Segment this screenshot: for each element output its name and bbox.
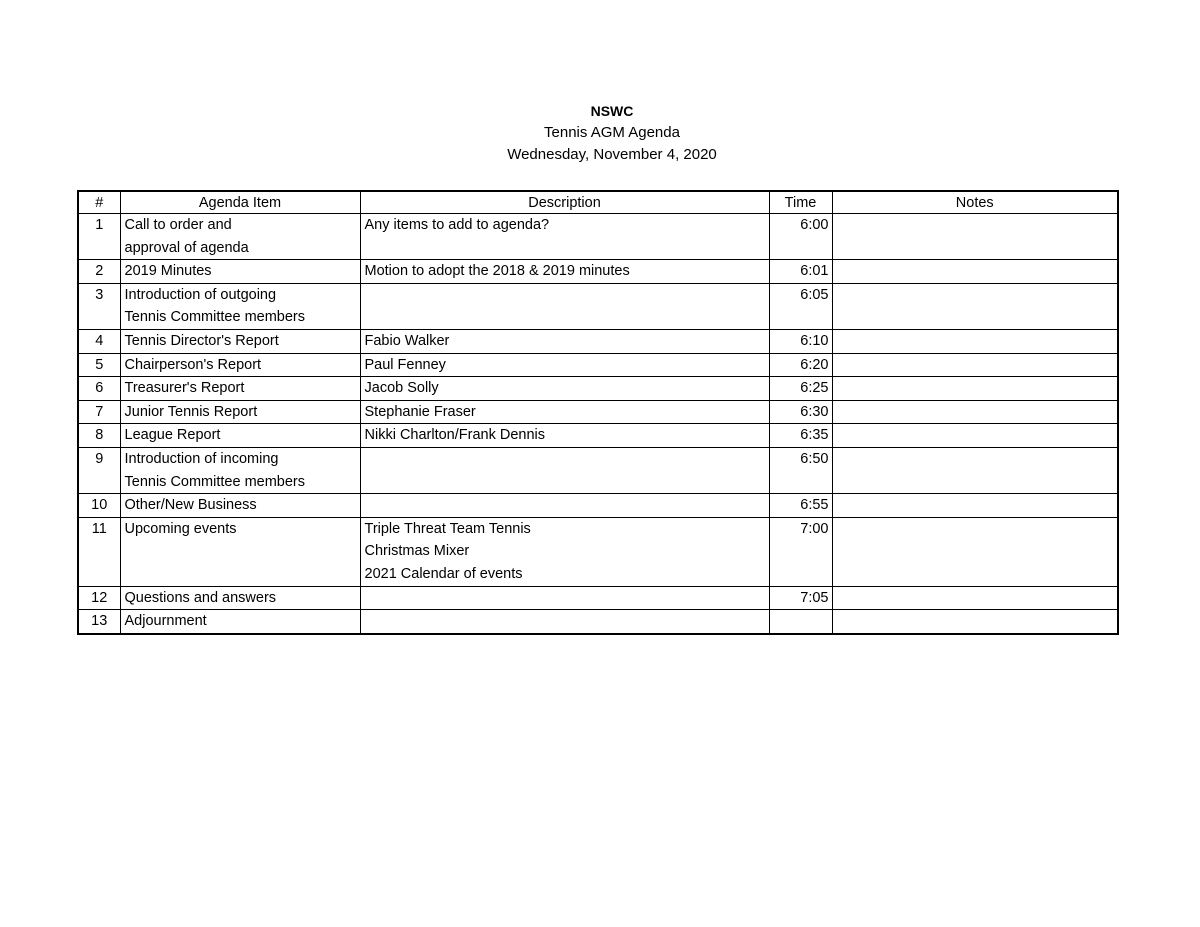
table-row <box>78 214 1118 260</box>
table-row <box>78 424 1118 448</box>
column-header-number: # <box>78 191 120 214</box>
notes-cell <box>832 283 1118 329</box>
notes-cell <box>832 353 1118 377</box>
row-number: 6 <box>78 377 120 401</box>
notes-cell <box>832 610 1118 634</box>
time-cell <box>769 610 832 634</box>
description-line: 2021 Calendar of events <box>364 565 523 582</box>
agenda-item <box>120 283 360 329</box>
time-cell: 6:25 <box>769 377 832 401</box>
row-number: 12 <box>78 586 120 610</box>
table-row <box>78 447 1118 493</box>
agenda-item-line: Tennis Director's Report <box>124 332 279 349</box>
agenda-item-line: Tennis Committee members <box>124 309 305 326</box>
blank-line <box>125 563 356 586</box>
agenda-item-line: 2019 Minutes <box>124 263 212 280</box>
blank-line <box>365 471 765 494</box>
time-cell: 6:01 <box>769 260 832 284</box>
time-cell: 7:00 <box>769 517 832 586</box>
time-cell: 6:50 <box>769 447 832 493</box>
row-number: 7 <box>78 400 120 424</box>
agenda-item <box>120 586 360 610</box>
document-title: Tennis AGM Agenda <box>544 124 680 141</box>
table-row <box>78 329 1118 353</box>
notes-cell <box>832 517 1118 586</box>
description <box>360 353 769 377</box>
description-line: Motion to adopt the 2018 & 2019 minutes <box>364 263 630 280</box>
time-cell: 6:05 <box>769 283 832 329</box>
description <box>360 494 769 518</box>
row-number: 1 <box>78 214 120 260</box>
description <box>360 424 769 448</box>
blank-line <box>125 540 356 563</box>
time-cell: 6:30 <box>769 400 832 424</box>
column-header-notes: Notes <box>832 191 1118 214</box>
notes-cell <box>832 260 1118 284</box>
table-row <box>78 283 1118 329</box>
row-number: 9 <box>78 447 120 493</box>
agenda-item <box>120 260 360 284</box>
table-row <box>78 400 1118 424</box>
row-number: 11 <box>78 517 120 586</box>
notes-cell <box>832 424 1118 448</box>
blank-line <box>365 610 765 633</box>
agenda-item <box>120 424 360 448</box>
agenda-item <box>120 377 360 401</box>
description-line: Fabio Walker <box>364 332 450 349</box>
table-row <box>78 494 1118 518</box>
description-line: Nikki Charlton/Frank Dennis <box>364 427 546 444</box>
row-number: 8 <box>78 424 120 448</box>
agenda-item-line: League Report <box>124 427 221 444</box>
description-line: Jacob Solly <box>364 380 439 397</box>
agenda-item-line: Junior Tennis Report <box>124 403 258 420</box>
column-header-agenda-item: Agenda Item <box>120 191 360 214</box>
description-line: Paul Fenney <box>364 356 446 373</box>
meeting-date: Wednesday, November 4, 2020 <box>507 146 717 163</box>
agenda-item <box>120 447 360 493</box>
table-row <box>78 610 1118 634</box>
agenda-item <box>120 494 360 518</box>
description <box>360 610 769 634</box>
description <box>360 329 769 353</box>
description-line: Triple Threat Team Tennis <box>364 520 531 537</box>
blank-line <box>365 494 765 517</box>
row-number: 10 <box>78 494 120 518</box>
agenda-item-line: Tennis Committee members <box>124 473 305 490</box>
description <box>360 400 769 424</box>
agenda-item <box>120 610 360 634</box>
description-line: Christmas Mixer <box>364 543 470 560</box>
table-header-row <box>78 191 1118 214</box>
agenda-item-line: Questions and answers <box>124 589 277 606</box>
agenda-body <box>78 214 1118 634</box>
description-line: Any items to add to agenda? <box>364 217 550 233</box>
time-cell: 6:20 <box>769 353 832 377</box>
description <box>360 447 769 493</box>
agenda-item-line: Introduction of outgoing <box>124 286 277 303</box>
description-line: Stephanie Fraser <box>364 403 476 420</box>
row-number: 3 <box>78 283 120 329</box>
row-number: 5 <box>78 353 120 377</box>
description <box>360 586 769 610</box>
time-cell: 6:35 <box>769 424 832 448</box>
notes-cell <box>832 329 1118 353</box>
agenda-item-line: Chairperson's Report <box>124 356 262 373</box>
blank-line <box>365 284 765 307</box>
agenda-item <box>120 400 360 424</box>
description <box>360 377 769 401</box>
agenda-item-line: Call to order and <box>124 217 232 233</box>
notes-cell <box>832 377 1118 401</box>
agenda-item-line: Other/New Business <box>124 497 257 514</box>
table-row <box>78 586 1118 610</box>
blank-line <box>365 587 765 610</box>
column-header-time: Time <box>769 191 832 214</box>
row-number: 2 <box>78 260 120 284</box>
time-cell: 6:55 <box>769 494 832 518</box>
blank-line <box>365 448 765 471</box>
agenda-item-line: approval of agenda <box>124 239 249 256</box>
agenda-item <box>120 329 360 353</box>
blank-line <box>365 306 765 329</box>
time-cell: 6:10 <box>769 329 832 353</box>
time-cell: 6:00 <box>769 214 832 260</box>
document-header <box>0 100 1200 166</box>
agenda-item <box>120 517 360 586</box>
notes-cell <box>832 447 1118 493</box>
agenda-item-line: Upcoming events <box>124 520 237 537</box>
notes-cell <box>832 214 1118 260</box>
table-row <box>78 517 1118 586</box>
table-row <box>78 260 1118 284</box>
row-number: 4 <box>78 329 120 353</box>
notes-cell <box>832 400 1118 424</box>
notes-cell <box>832 586 1118 610</box>
description <box>360 283 769 329</box>
table-row <box>78 353 1118 377</box>
agenda-item <box>120 214 360 260</box>
agenda-item-line: Adjournment <box>124 613 207 630</box>
description <box>360 517 769 586</box>
table-row <box>78 377 1118 401</box>
organization-name: NSWC <box>590 103 634 119</box>
row-number: 13 <box>78 610 120 634</box>
column-header-description: Description <box>360 191 769 214</box>
agenda-item <box>120 353 360 377</box>
agenda-item-line: Treasurer's Report <box>124 380 245 397</box>
agenda-table <box>77 190 1119 635</box>
blank-line <box>365 237 765 260</box>
time-cell: 7:05 <box>769 586 832 610</box>
description <box>360 260 769 284</box>
agenda-item-line: Introduction of incoming <box>124 450 279 467</box>
description <box>360 214 769 260</box>
notes-cell <box>832 494 1118 518</box>
